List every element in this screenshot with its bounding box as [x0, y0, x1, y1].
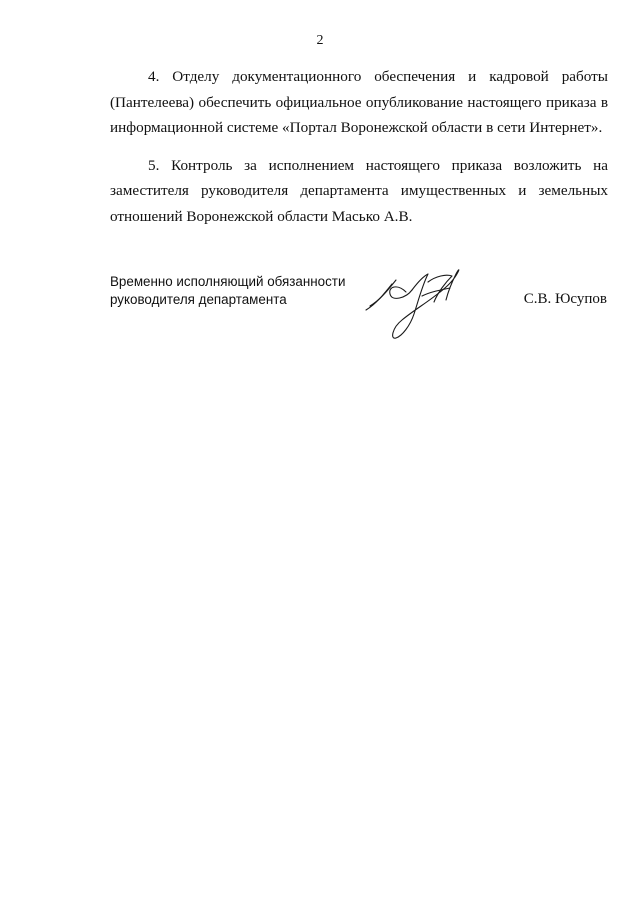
document-body [110, 64, 608, 229]
signer-name: С.В. Юсупов [523, 291, 607, 307]
paragraph-4: 4. Отделу документационного обеспечения и кадровой работы (Пантелеева) обеспечить официальное опубликование настоящего приказа в информационной системе «Портал Воронежской области в сети Интернет». [110, 68, 608, 136]
paragraph-5: 5. Контроль за исполнением настоящего приказа возложить на заместителя руководителя департамента имущественных и земельных отношений Воронежской области Масько А.В. [110, 156, 608, 225]
page-number: 2 [316, 33, 324, 48]
signatory-position-line-1: Временно исполняющий обязанности [110, 274, 346, 289]
signatory-position [110, 273, 370, 309]
handwritten-signature [362, 262, 472, 346]
signatory-position-line-2: руководителя департамента [110, 292, 287, 307]
